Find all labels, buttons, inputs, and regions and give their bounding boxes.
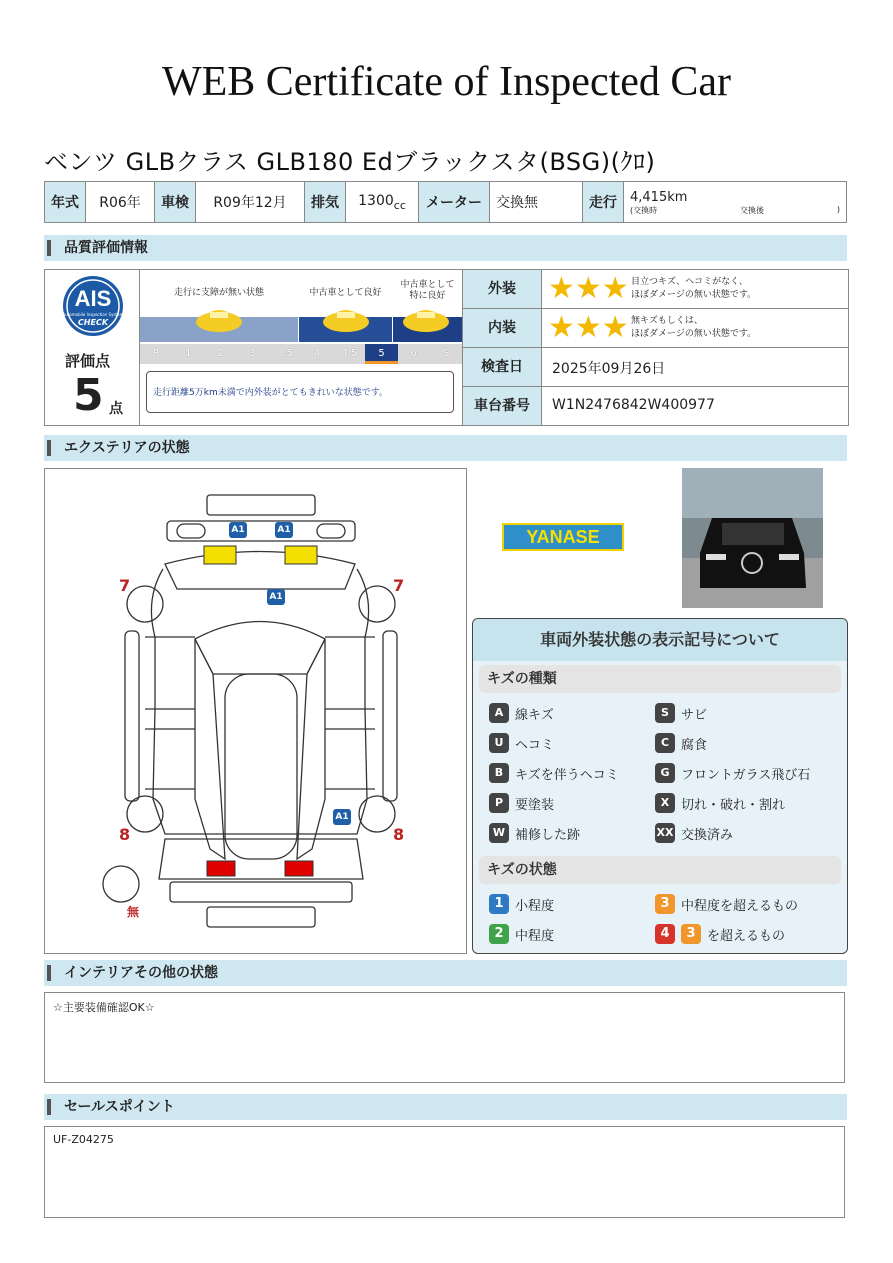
dealer-logo: YANASE bbox=[502, 523, 624, 551]
legend-kind: P 要塗装 bbox=[489, 793, 554, 813]
legend-kind: C 腐食 bbox=[655, 733, 707, 753]
scale-row bbox=[140, 344, 462, 364]
inspection-value: R09年12月 bbox=[196, 182, 305, 223]
tire-front-right: 7 bbox=[393, 576, 405, 595]
scale-step: 2 bbox=[217, 348, 224, 359]
scale-step: 3.5 bbox=[276, 348, 293, 359]
legend-kind: A 線キズ bbox=[489, 703, 554, 723]
displacement-value: $1300_{cc}$ bbox=[346, 182, 419, 223]
score-label: 評価点 bbox=[65, 352, 111, 370]
score-unit: 点 bbox=[109, 401, 123, 417]
scale-step: S bbox=[442, 348, 450, 359]
car-icon-yellow bbox=[194, 304, 244, 334]
mileage-label: 走行 bbox=[583, 182, 624, 223]
exterior-desc: 目立つキズ、ヘコミがなく、 ほぼダメージの無い状態です。 bbox=[631, 277, 757, 300]
scale-step: 4.5 bbox=[341, 348, 358, 359]
legend-kind: W 補修した跡 bbox=[489, 823, 580, 843]
legend-kind-title: キズの種類 bbox=[479, 665, 841, 693]
legend-kind: B キズを伴うヘコミ bbox=[489, 763, 619, 783]
score-value: 5 bbox=[73, 370, 104, 421]
damage-marker: A1 bbox=[333, 809, 351, 825]
scale-step: 5 bbox=[365, 344, 397, 364]
car-photo bbox=[682, 468, 823, 608]
car-diagram bbox=[44, 468, 467, 954]
legend-state-title: キズの状態 bbox=[479, 856, 841, 884]
mileage-note: (交換時 交換後 ) bbox=[630, 204, 840, 215]
page-title: WEB Certificate of Inspected Car bbox=[161, 59, 732, 105]
displacement-label: 排気 bbox=[305, 182, 346, 223]
damage-marker: A1 bbox=[267, 589, 285, 605]
year-label: 年式 bbox=[45, 182, 86, 223]
car-outline-diagram bbox=[45, 469, 466, 953]
scale-step: 3 bbox=[249, 348, 256, 359]
legend-kind: X 切れ・破れ・割れ bbox=[655, 793, 785, 813]
car-name: ベンツ GLBクラス GLB180 Edブラックスタ(BSG)(ｸﾛ) bbox=[44, 148, 656, 176]
meter-value: 交換無 bbox=[490, 182, 583, 223]
scale-head-2: 中古車として良好 bbox=[309, 288, 382, 298]
legend-kind: U ヘコミ bbox=[489, 733, 554, 753]
legend-state: 2 中程度 bbox=[489, 924, 554, 944]
legend-title: 車両外装状態の表示記号について bbox=[473, 619, 847, 661]
tire-front-left: 7 bbox=[119, 576, 131, 595]
meter-label: メーター bbox=[419, 182, 490, 223]
scale-step: R bbox=[152, 348, 160, 359]
spec-table bbox=[44, 181, 847, 223]
vin-label: 車台番号 bbox=[463, 387, 541, 425]
year-value: R06年 bbox=[86, 182, 155, 223]
scale-step: 6 bbox=[410, 348, 417, 359]
section-interior: インテリアその他の状態 bbox=[44, 960, 847, 986]
vin-value: W1N2476842W400977 bbox=[552, 397, 715, 413]
mileage-cell bbox=[624, 182, 847, 223]
damage-marker: A1 bbox=[229, 522, 247, 538]
inspection-date-label: 検査日 bbox=[463, 348, 541, 386]
legend-panel bbox=[472, 618, 848, 954]
car-icon-yellow bbox=[321, 304, 371, 334]
spare-tire-status: 無 bbox=[127, 905, 140, 919]
score-scale bbox=[140, 270, 462, 425]
interior-desc: 無キズもしくは、 ほぼダメージの無い状態です。 bbox=[631, 316, 757, 339]
quality-panel bbox=[44, 269, 849, 426]
inspection-label: 車検 bbox=[155, 182, 196, 223]
inspection-date: 2025年09月26日 bbox=[552, 361, 666, 377]
interior-stars: ★★★ bbox=[548, 310, 629, 345]
exterior-grade-label: 外装 bbox=[463, 270, 541, 308]
legend-kind: G フロントガラス飛び石 bbox=[655, 763, 810, 783]
legend-state: 4 3 を超えるもの bbox=[655, 924, 785, 944]
legend-state: 3 中程度を超えるもの bbox=[655, 894, 798, 914]
interior-grade-label: 内装 bbox=[463, 309, 541, 347]
score-comment: 走行距離5万km未満で内外装がとてもきれいな状態です。 bbox=[146, 371, 454, 413]
legend-kind: XX 交換済み bbox=[655, 823, 733, 843]
interior-notes: ☆主要装備確認OK☆ bbox=[44, 992, 845, 1083]
scale-head-3: 中古車として 特に良好 bbox=[400, 280, 455, 301]
legend-kind: S サビ bbox=[655, 703, 707, 723]
mileage-value: 4,415km bbox=[630, 189, 688, 205]
section-sales: セールスポイント bbox=[44, 1094, 847, 1120]
ais-logo: AIS Automobile Inspection System CHECK bbox=[55, 274, 131, 338]
scale-step: 1 bbox=[185, 348, 192, 359]
damage-marker: A1 bbox=[275, 522, 293, 538]
section-exterior: エクステリアの状態 bbox=[44, 435, 847, 461]
tire-rear-left: 8 bbox=[119, 825, 131, 844]
tire-rear-right: 8 bbox=[393, 825, 405, 844]
sales-notes: UF-Z04275 bbox=[44, 1126, 845, 1218]
legend-state: 1 小程度 bbox=[489, 894, 554, 914]
scale-head-1: 走行に支障が無い状態 bbox=[173, 288, 264, 298]
scale-step: 4 bbox=[313, 348, 321, 359]
section-quality: 品質評価情報 bbox=[44, 235, 847, 261]
car-icon-yellow bbox=[401, 304, 451, 334]
exterior-stars: ★★★ bbox=[548, 271, 629, 306]
